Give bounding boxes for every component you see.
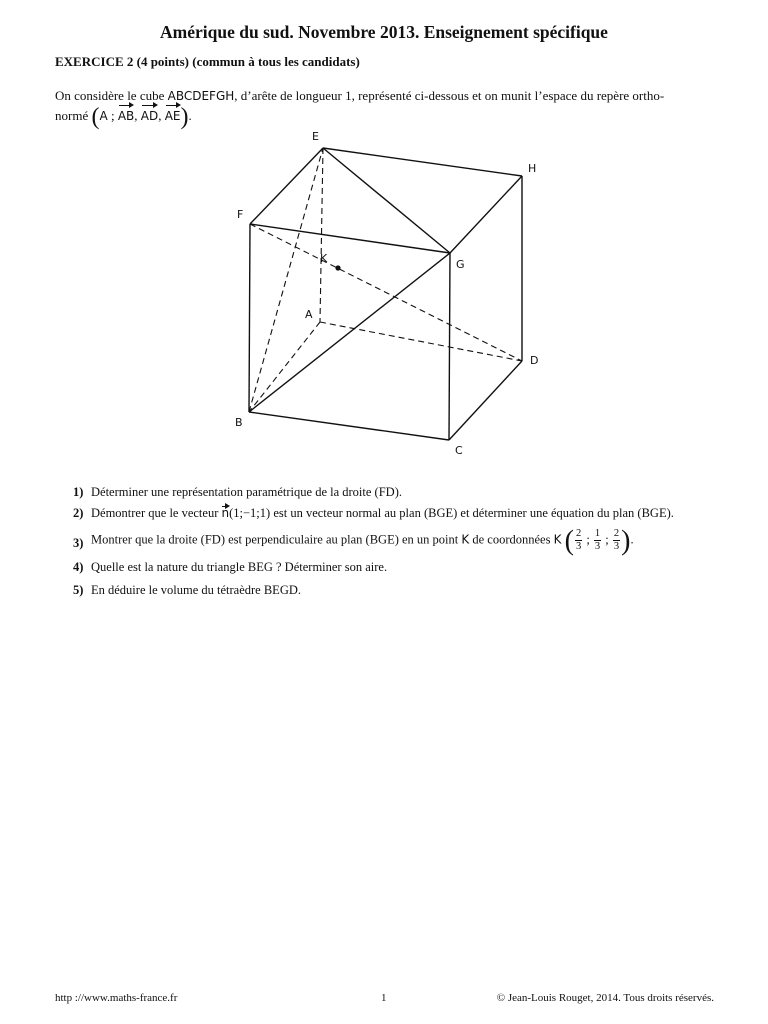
edge-BG <box>249 253 450 412</box>
question-end: . <box>630 532 634 547</box>
vertex-label-h: H <box>528 162 537 175</box>
coord-z-fraction <box>613 528 620 553</box>
question-text-before: Démontrer que le vecteur <box>91 506 222 520</box>
edge-GH <box>450 176 522 253</box>
question-text: Quelle est la nature du triangle BEG ? Déterminer son aire. <box>91 560 388 574</box>
question-text-after: est un vecteur normal au plan (BGE) et déterminer une équation du plan (BGE). <box>270 506 674 520</box>
intro-text-part2: , d’arête de longueur 1, représenté ci-dessous et on munit l’espace du repère ortho- <box>234 88 665 103</box>
question-text-before: Montrer que la droite (FD) est perpendiculaire au plan (BGE) en un point <box>91 532 462 547</box>
question-5 <box>73 582 723 598</box>
comma-1: , <box>134 108 138 123</box>
cube-figure <box>0 0 768 480</box>
vertex-label-a: A <box>305 308 313 321</box>
edge-FB <box>249 224 250 412</box>
coord-x-fraction <box>575 528 582 553</box>
question-number: 4) <box>73 560 84 574</box>
point-k-coords-label: K <box>553 532 562 547</box>
hidden-edge-AD <box>320 322 522 361</box>
hidden-edge-BE <box>249 148 323 412</box>
hidden-edge-AB <box>249 322 320 412</box>
intro-text-part3: normé <box>55 108 92 123</box>
question-4 <box>73 559 723 575</box>
vector-ab: AB <box>118 106 134 126</box>
hidden-segment-FD <box>250 224 522 361</box>
normal-vector-coords: (1;−1;1) <box>229 506 271 520</box>
vertex-label-g: G <box>456 258 465 271</box>
question-number: 3) <box>73 536 84 550</box>
question-text: En déduire le volume du tétraèdre BEGD. <box>91 583 301 597</box>
footer-url: http ://www.maths-france.fr <box>55 992 178 1004</box>
question-text-mid: de coordonnées <box>469 532 554 547</box>
question-number: 5) <box>73 583 84 597</box>
question-number: 2) <box>73 506 84 520</box>
edge-BC <box>249 412 449 440</box>
cube-name: ABCDEFGH <box>167 89 235 103</box>
vector-ae: AE <box>165 106 181 126</box>
comma-2: , <box>158 108 162 123</box>
origin-label: A <box>99 109 108 123</box>
coord-z-den: 3 <box>613 541 620 552</box>
vertex-label-d: D <box>530 354 539 367</box>
intro-end: . <box>188 108 192 123</box>
coords-right-paren: ) <box>621 525 631 557</box>
page-title: Amérique du sud. Novembre 2013. Enseignement spécifique <box>160 22 608 42</box>
normal-vector-n: n <box>221 506 230 520</box>
coords-left-paren: ( <box>564 525 574 557</box>
question-2 <box>73 505 723 521</box>
vertex-label-k: K <box>320 252 328 265</box>
vertex-label-b: B <box>235 416 243 429</box>
question-1 <box>73 484 723 500</box>
point-k: K <box>461 532 470 547</box>
question-text: Déterminer une représentation paramétrique de la droite (FD). <box>91 485 402 499</box>
coord-x-den: 3 <box>575 541 582 552</box>
coord-y-den: 3 <box>594 541 601 552</box>
edge-CD <box>449 361 522 440</box>
coord-y-num: 1 <box>594 528 601 539</box>
coord-y-fraction <box>594 528 601 553</box>
exercise-heading: EXERCICE 2 (4 points) (commun à tous les candidats) <box>55 54 360 69</box>
semicolon: ; <box>107 108 118 123</box>
vertex-label-e: E <box>312 130 319 143</box>
point-k-dot <box>335 265 340 270</box>
vector-ad: AD <box>141 106 158 126</box>
question-3 <box>73 525 723 557</box>
coord-x-num: 2 <box>575 528 582 539</box>
footer-page-number: 1 <box>381 992 387 1004</box>
coord-z-num: 2 <box>613 528 620 539</box>
left-paren: ( <box>91 104 100 130</box>
intro-text-part1: On considère le cube <box>55 88 168 103</box>
coord-sep-2: ; <box>605 532 609 547</box>
footer-copyright: © Jean-Louis Rouget, 2014. Tous droits réservés. <box>496 992 714 1004</box>
vertex-label-c: C <box>455 444 463 457</box>
right-paren: ) <box>180 104 189 130</box>
coord-sep-1: ; <box>586 532 590 547</box>
question-list <box>73 484 723 598</box>
question-number: 1) <box>73 485 84 499</box>
vertex-label-f: F <box>237 208 244 221</box>
